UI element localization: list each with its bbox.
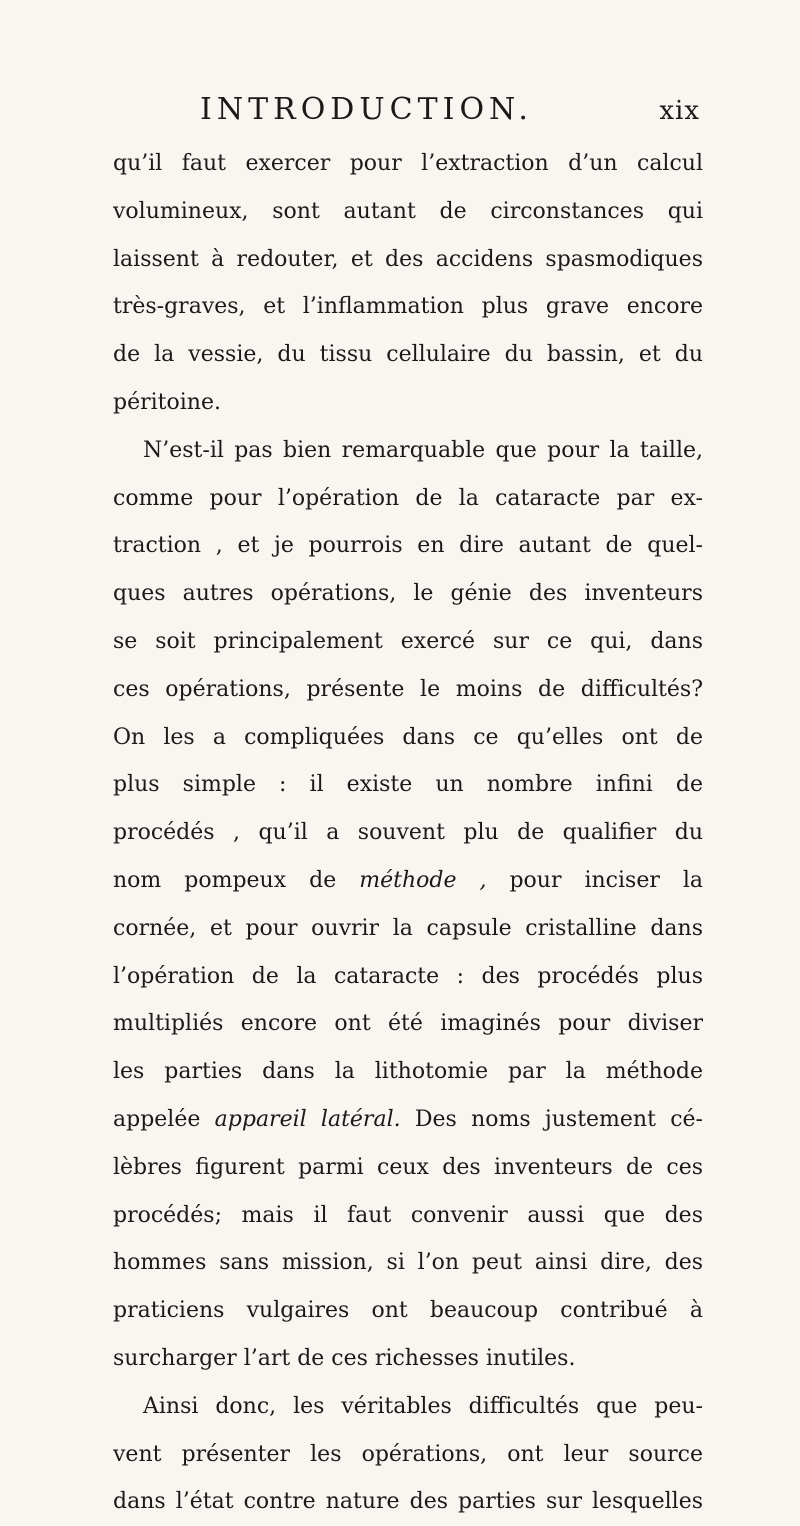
text-line: plus simple : il existe un nombre infini de: [113, 772, 703, 798]
text-line: dans l’état contre nature des parties sur lesquelles: [113, 1489, 703, 1515]
text-line: cornée, et pour ouvrir la capsule cristalline dans: [113, 915, 703, 941]
text-segment: nom pompeux de: [113, 867, 337, 893]
text-line: hommes sans mission, si l’on peut ainsi dire, des: [113, 1250, 703, 1276]
text-line: vent présenter les opérations, ont leur source: [113, 1441, 703, 1467]
text-line: surcharger l’art de ces richesses inutiles.: [113, 1345, 576, 1371]
text-line: procédés; mais il faut convenir aussi que des: [113, 1202, 703, 1228]
italic-term-appareil-lateral: appareil latéral.: [214, 1106, 401, 1132]
page-number: xix: [659, 96, 700, 126]
italic-term-methode: méthode ,: [359, 867, 487, 893]
text-line: multipliés encore ont été imaginés pour diviser: [113, 1011, 703, 1037]
text-line: se soit principalement exercé sur ce qui, dans: [113, 628, 703, 654]
text-line: péritoine.: [113, 389, 221, 415]
text-line: [113, 857, 703, 905]
body-text: [113, 140, 703, 1526]
text-line: praticiens vulgaires ont beaucoup contribué à: [113, 1298, 703, 1324]
text-line: ces opérations, présente le moins de difficultés?: [113, 676, 703, 702]
text-segment: Des noms justement cé-: [414, 1106, 703, 1132]
text-line: de la vessie, du tissu cellulaire du bassin, et du: [113, 342, 703, 368]
text-segment: appelée: [113, 1106, 201, 1132]
text-line: traction , et je pourrois en dire autant de quel-: [113, 533, 703, 559]
text-line: lèbres figurent parmi ceux des inventeurs de ces: [113, 1154, 703, 1180]
text-line: comme pour l’opération de la cataracte par ex-: [113, 485, 703, 511]
text-line: ques autres opérations, le génie des inventeurs: [113, 581, 703, 607]
text-line: volumineux, sont autant de circonstances qui: [113, 198, 703, 224]
text-line: très-graves, et l’inflammation plus grave encore: [113, 294, 703, 320]
running-title: INTRODUCTION.: [200, 92, 533, 127]
text-segment: pour inciser la: [509, 867, 704, 893]
text-line: Ainsi donc, les véritables difficultés que peu-: [143, 1393, 703, 1419]
text-line: laissent à redouter, et des accidens spasmodiques: [113, 246, 703, 272]
text-line: On les a compliquées dans ce qu’elles ont de: [113, 724, 703, 750]
text-line: les parties dans la lithotomie par la méthode: [113, 1059, 703, 1085]
text-line: qu’il faut exercer pour l’extraction d’un calcul: [113, 151, 703, 176]
text-line: procédés , qu’il a souvent plu de qualifier du: [113, 820, 703, 846]
text-line: l’opération de la cataracte : des procédés plus: [113, 963, 703, 989]
text-line: N’est-il pas bien remarquable que pour la taille,: [143, 437, 703, 463]
page-header: [200, 92, 700, 132]
text-line: [113, 1096, 703, 1144]
